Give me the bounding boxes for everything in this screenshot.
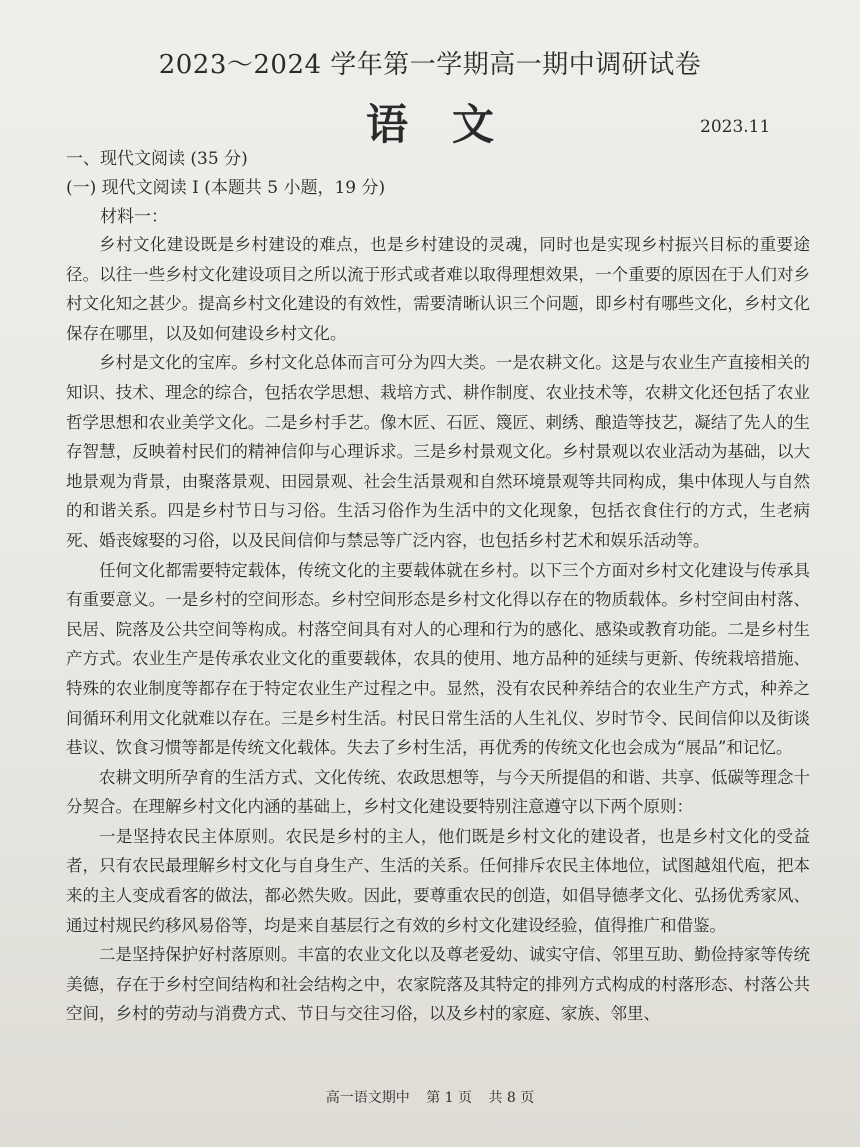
material-label: 材料一： — [100, 207, 168, 227]
passage-body — [66, 230, 810, 1029]
paragraph: 二是坚持保护好村落原则。丰富的农业文化以及尊老爱幼、诚实守信、邻里互助、勤俭持家等传统美德，存在于乡村空间结构和社会结构之中，农家院落及其特定的排列方式构成的村落形态、村落公共空间，乡村的劳动与消费方式、节日与交往习俗，以及乡村的家庭、家族、邻里、 — [66, 945, 810, 1024]
section-heading-part1: 一、现代文阅读 (35 分) — [66, 149, 248, 169]
exam-title: 2023～2024 学年第一学期高一期中调研试卷 — [158, 50, 702, 80]
subject-heading: 语文 — [365, 100, 538, 149]
footer-total-pages: 共 8 页 — [488, 1090, 535, 1106]
paragraph: 乡村是文化的宝库。乡村文化总体而言可分为四大类。一是农耕文化。这是与农业生产直接相关的知识、技术、理念的综合，包括农学思想、栽培方式、耕作制度、农业技术等，农耕文化还包括了农业哲学思想和农业美学文化。二是乡村手艺。像木匠、石匠、篾匠、刺绣、酿造等技艺，凝结了先人的生存智慧，反映着村民们的精神信仰与心理诉求。三是乡村景观文化。乡村景观以农业活动为基础，以大地景观为背景，由聚落景观、田园景观、社会生活景观和自然环境景观等共同构成，集中体现人与自然的和谐关系。四是乡村节日与习俗。生活习俗作为生活中的文化现象，包括衣食住行的方式，生老病死、婚丧嫁娶的习俗，以及民间信仰与禁忌等广泛内容，也包括乡村艺术和娱乐活动等。 — [66, 353, 810, 550]
paragraph: 一是坚持农民主体原则。农民是乡村的主人，他们既是乡村文化的建设者，也是乡村文化的受益者，只有农民最理解乡村文化与自身生产、生活的关系。任何排斥农民主体地位，试图越俎代庖，把本来的主人变成看客的做法，都必然失败。因此，要尊重农民的创造，如倡导德孝文化、弘扬优秀家风、通过村规民约移风易俗等，均是来自基层行之有效的乡村文化建设经验，值得推广和借鉴。 — [66, 826, 810, 935]
exam-date: 2023.11 — [700, 117, 771, 137]
paragraph: 任何文化都需要特定载体，传统文化的主要载体就在乡村。以下三个方面对乡村文化建设与传承具有重要意义。一是乡村的空间形态。乡村空间形态是乡村文化得以存在的物质载体。乡村空间由村落、民居、院落及公共空间等构成。村落空间具有对人的心理和行为的感化、感染或教育功能。二是乡村生产方式。农业生产是传承农业文化的重要载体，农具的使用、地方品种的延续与更新、传统栽培措施、特殊的农业制度等都存在于特定农业生产过程之中。显然，没有农民种养结合的农业生产方式，种养之间循环利用文化就难以存在。三是乡村生活。村民日常生活的人生礼仪、岁时节令、民间信仰以及街谈巷议、饮食习惯等都是传统文化载体。失去了乡村生活，再优秀的传统文化也会成为“展品”和记忆。 — [66, 560, 810, 758]
footer-course: 高一语文期中 — [325, 1090, 410, 1106]
paragraph: 农耕文明所孕育的生活方式、文化传统、农政思想等，与今天所提倡的和谐、共享、低碳等理念十分契合。在理解乡村文化内涵的基础上，乡村文化建设要特别注意遵守以下两个原则： — [66, 767, 810, 817]
footer-page-number: 第 1 页 — [426, 1090, 472, 1106]
paragraph: 乡村文化建设既是乡村建设的难点，也是乡村建设的灵魂，同时也是实现乡村振兴目标的重要途径。以往一些乡村文化建设项目之所以流于形式或者难以取得理想效果，一个重要的原因在于人们对乡村文化知之甚少。提高乡村文化建设的有效性，需要清晰认识三个问题，即乡村有哪些文化，乡村文化保存在哪里，以及如何建设乡村文化。 — [66, 235, 810, 343]
page-footer — [0, 1087, 860, 1107]
section-heading-reading-1: (一) 现代文阅读 I (本题共 5 小题，19 分) — [66, 178, 386, 198]
